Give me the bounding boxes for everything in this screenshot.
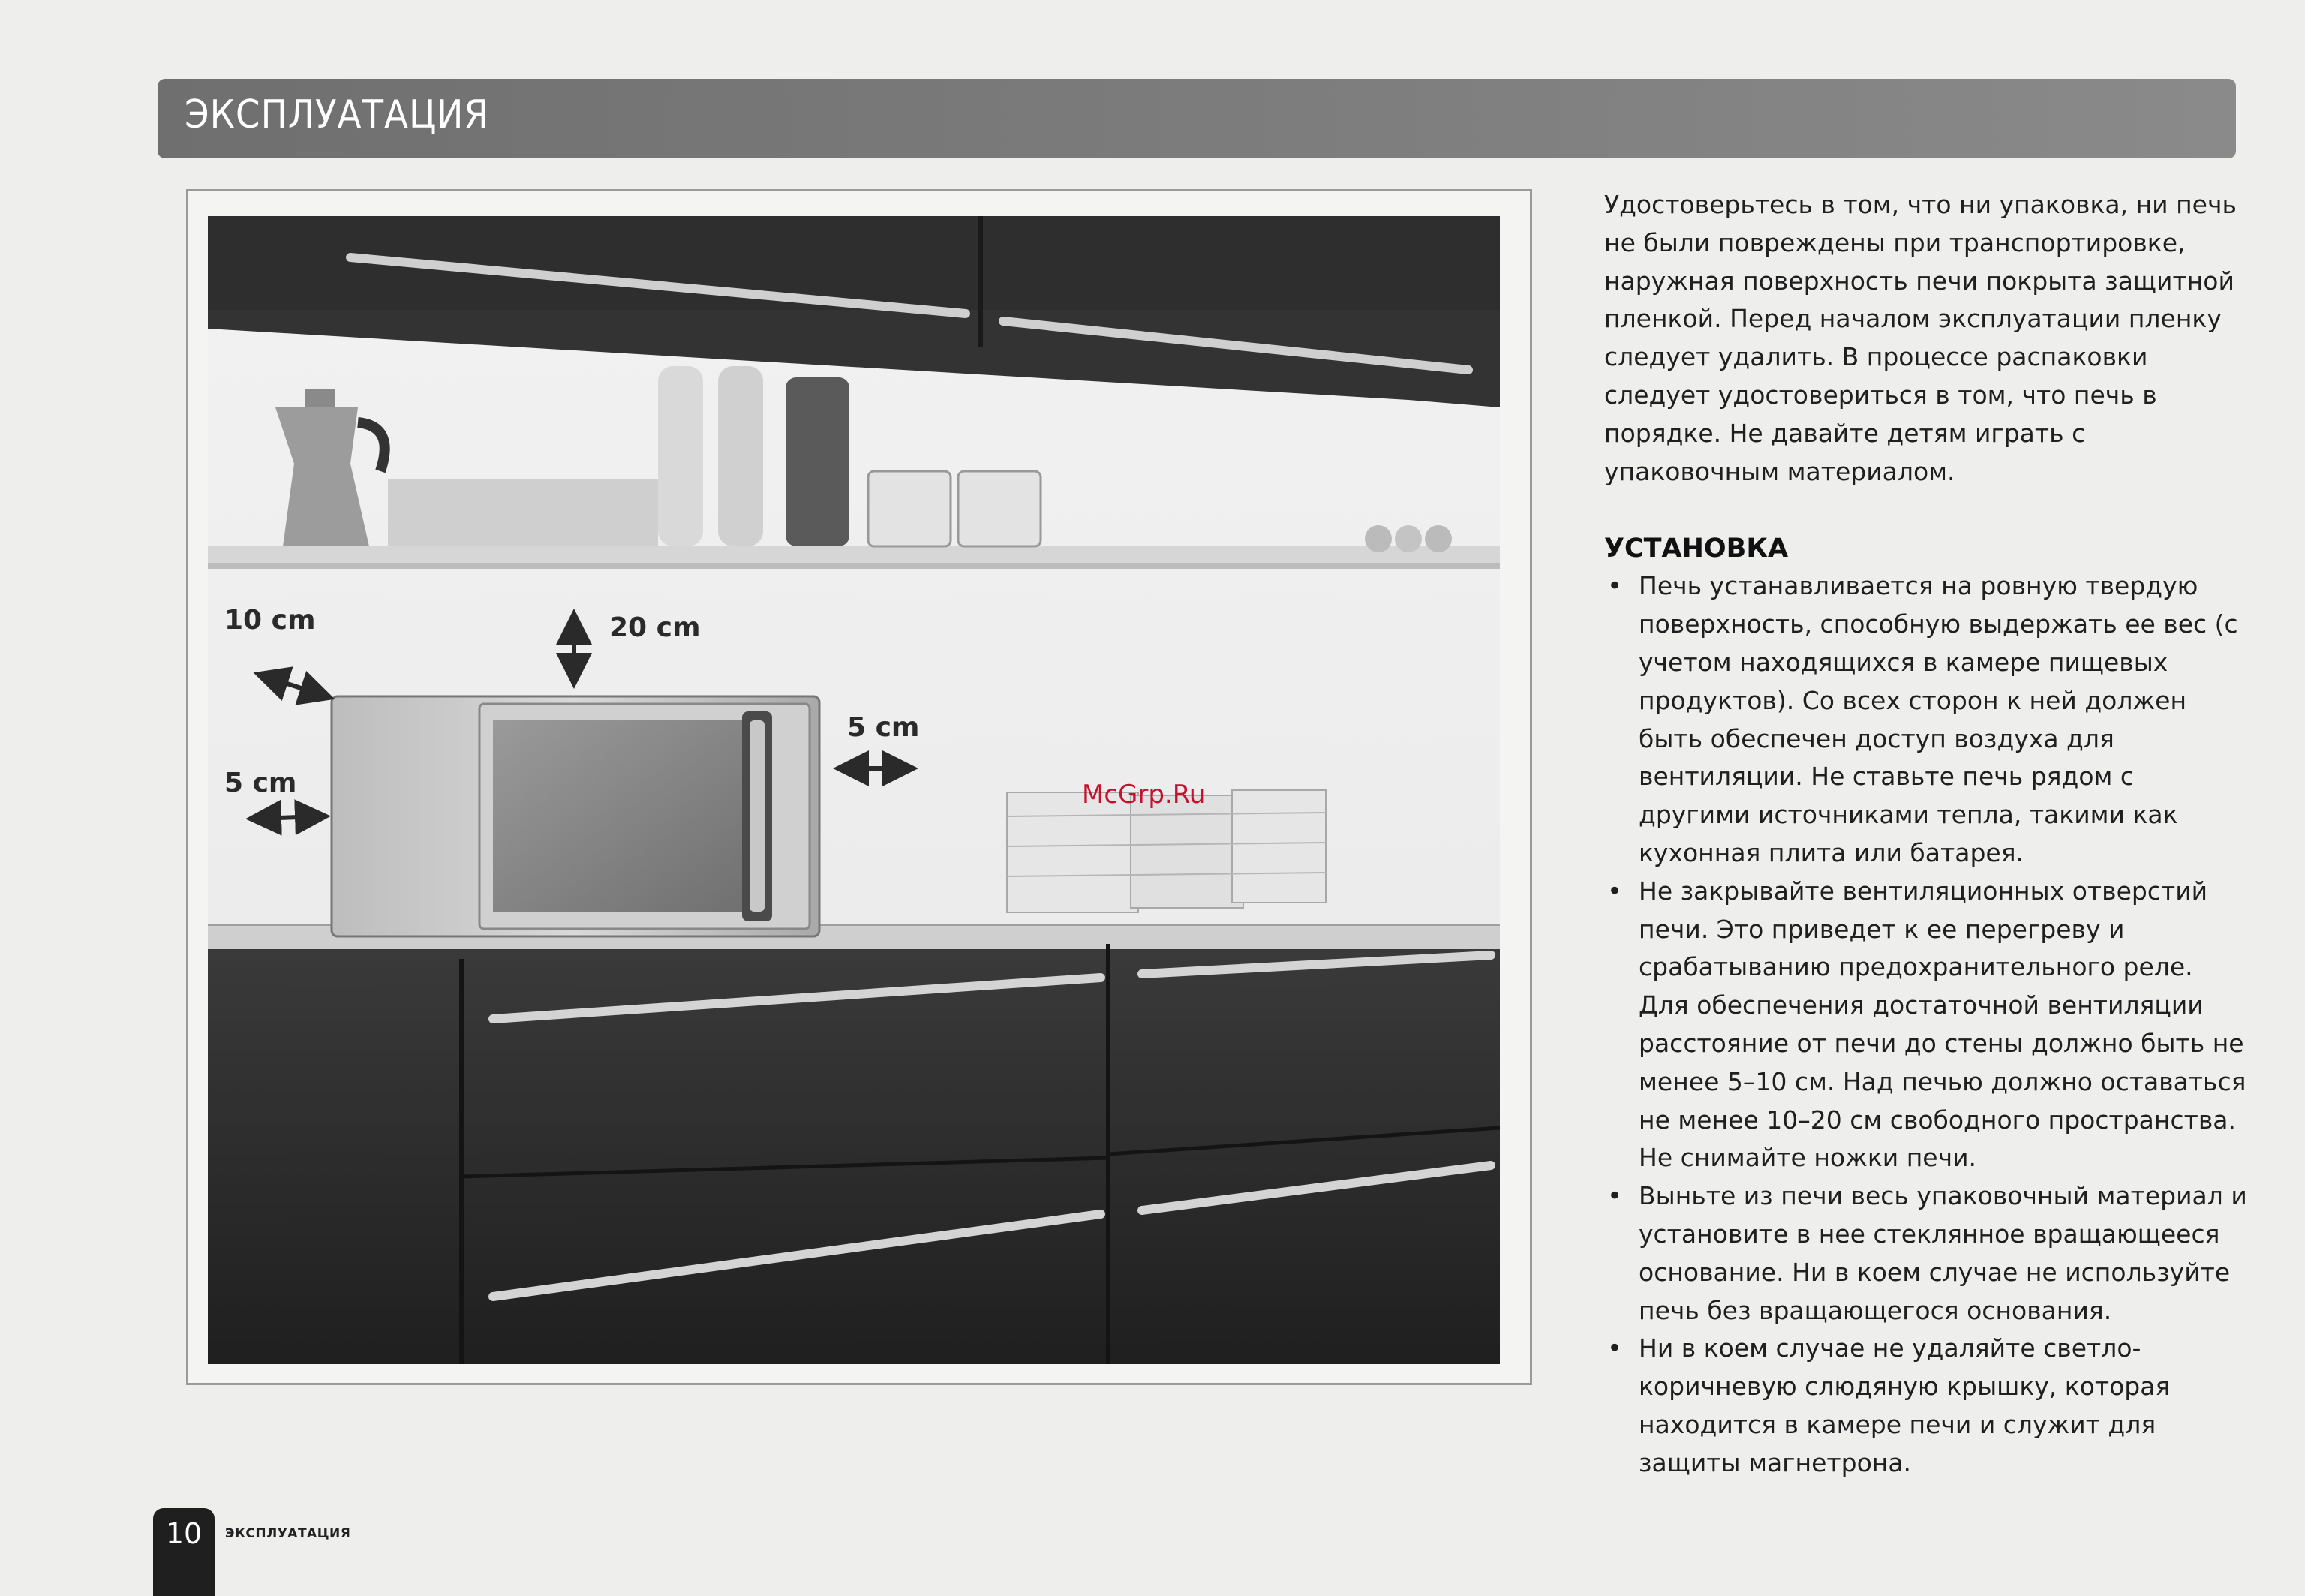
- list-item: • Выньте из печи весь упаковочный материал и установите в нее стеклянное вращающееся основание. Ни в коем случае не используйте печь без вращающегося основания.: [1604, 1177, 2249, 1330]
- list-item: • Не закрывайте вентиляционных отверстий печи. Это приведет к ее перегреву и срабатыванию предохранительного реле. Для обеспечения достаточной вентиляции расстояние от печи до стены должно быть не менее 5–10 см. Над печью должно оставаться не менее 10–20 см свободного пространства. Не снимайте ножки печи.: [1604, 873, 2249, 1177]
- left-top-clearance-label: 10 cm: [224, 605, 316, 636]
- top-clearance-label: 20 cm: [609, 612, 701, 643]
- section-title: ЭКСПЛУАТАЦИЯ: [185, 92, 489, 137]
- wall-shelf: [208, 546, 1500, 563]
- section-header-bar: [158, 79, 2236, 158]
- right-clearance-label: 5 cm: [847, 712, 920, 743]
- kitchen-installation-photo: [208, 216, 1500, 1364]
- list-item: • Печь устанавливается на ровную твердую поверхность, способную выдержать ее вес (с учетом находящихся в камере пищевых продуктов). Со всех сторон к ней должен быть обеспечен доступ воздуха для вентиляции. Не ставьте печь рядом с другими источниками тепла, такими как кухонная плита или батарея.: [1604, 567, 2249, 872]
- installation-list: [1604, 567, 2249, 1482]
- intro-paragraph: Удостоверьтесь в том, что ни упаковка, ни печь не были повреждены при транспортировке, наружная поверхность печи покрыта защитной пленкой. Перед началом эксплуатации пленку следует удалить. В процессе распаковки следует удостовериться в том, что печь в порядке. Не давайте детям играть с упаковочным материалом.: [1604, 190, 2237, 486]
- page-number: 10: [165, 1517, 203, 1550]
- microwave-oven: [332, 696, 819, 936]
- left-clearance-label: 5 cm: [224, 768, 297, 798]
- left-clearance-arrow: [254, 816, 322, 819]
- list-item: • Ни в коем случае не удаляйте светло-коричневую слюдяную крышку, которая находится в камере печи и служит для защиты магнетрона.: [1604, 1330, 2249, 1482]
- installation-heading: УСТАНОВКА: [1604, 534, 1789, 564]
- lower-cabinets: [208, 949, 1500, 1364]
- watermark: McGrp.Ru: [1082, 780, 1206, 810]
- text-column: [1604, 186, 2249, 1483]
- footer-section-name: ЭКСПЛУАТАЦИЯ: [225, 1526, 351, 1541]
- page-number-tab: [153, 1508, 215, 1596]
